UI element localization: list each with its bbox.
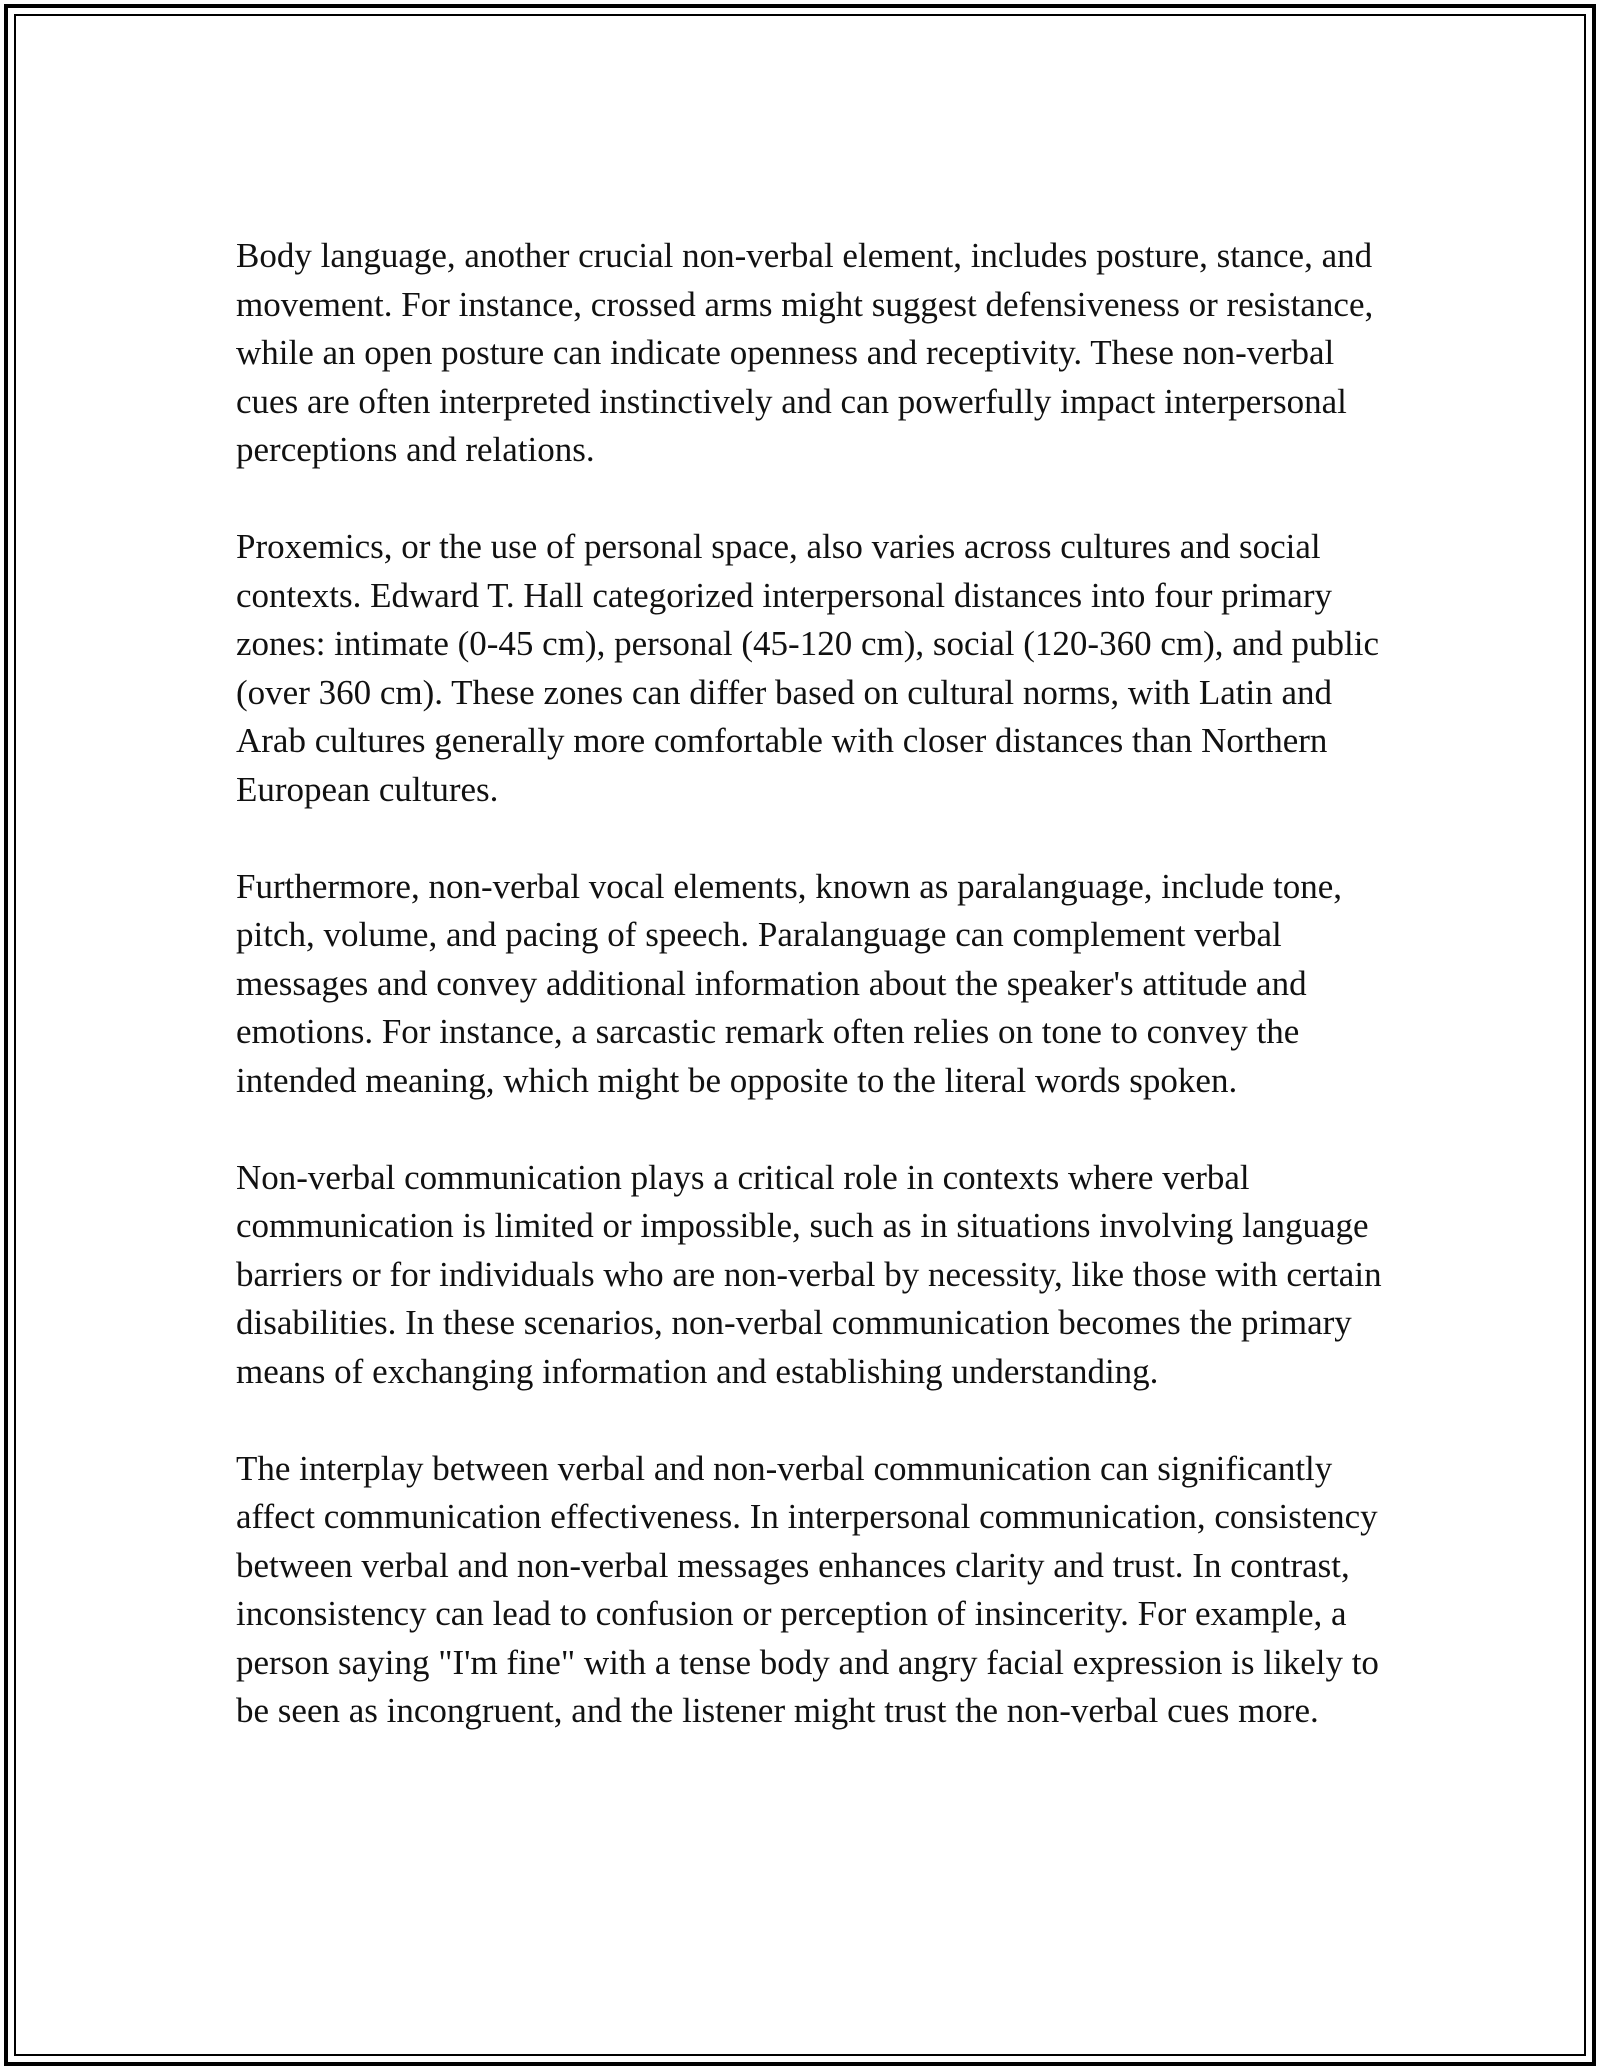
document-body: [236, 232, 1386, 1736]
paragraph-proxemics: Proxemics, or the use of personal space, also varies across cultures and social contexts. Edward T. Hall categorized interpersonal distances into four primary zones: intimate (0-45 cm), personal (45-120 cm), social (120-360 cm), and public (over 360 cm). These zones can differ based on cultural norms, with Latin and Arab cultures generally more comfortable with closer distances than Northern European cultures.: [236, 527, 1380, 809]
paragraph-paralanguage: Furthermore, non-verbal vocal elements, known as paralanguage, include tone, pitch, volume, and pacing of speech. Paralanguage can complement verbal messages and convey additional information about the speaker's attitude and emotions. For instance, a sarcastic remark often relies on tone to convey the intended meaning, which might be opposite to the literal words spoken.: [236, 866, 1343, 1100]
paragraph-body-language: Body language, another crucial non-verbal element, includes posture, stance, and movement. For instance, crossed arms might suggest defensiveness or resistance, while an open posture can indicate openness and receptivity. These non-verbal cues are often interpreted instinctively and can powerfully impact interpersonal perceptions and relations.: [236, 236, 1374, 469]
paragraph-nonverbal-role: Non-verbal communication plays a critical role in contexts where verbal communication is limited or impossible, such as in situations involving language barriers or for individuals who are non-verbal by necessity, like those with certain disabilities. In these scenarios, non-verbal communication becomes the primary means of exchanging information and establishing understanding.: [236, 1157, 1382, 1391]
paragraph-interplay: The interplay between verbal and non-verbal communication can significantly affect communication effectiveness. In interpersonal communication, consistency between verbal and non-verbal messages enhances clarity and trust. In contrast, inconsistency can lead to confusion or perception of insincerity. For example, a person saying "I'm fine" with a tense body and angry facial expression is likely to be seen as incongruent, and the listener might trust the non-verbal cues more.: [236, 1448, 1379, 1730]
